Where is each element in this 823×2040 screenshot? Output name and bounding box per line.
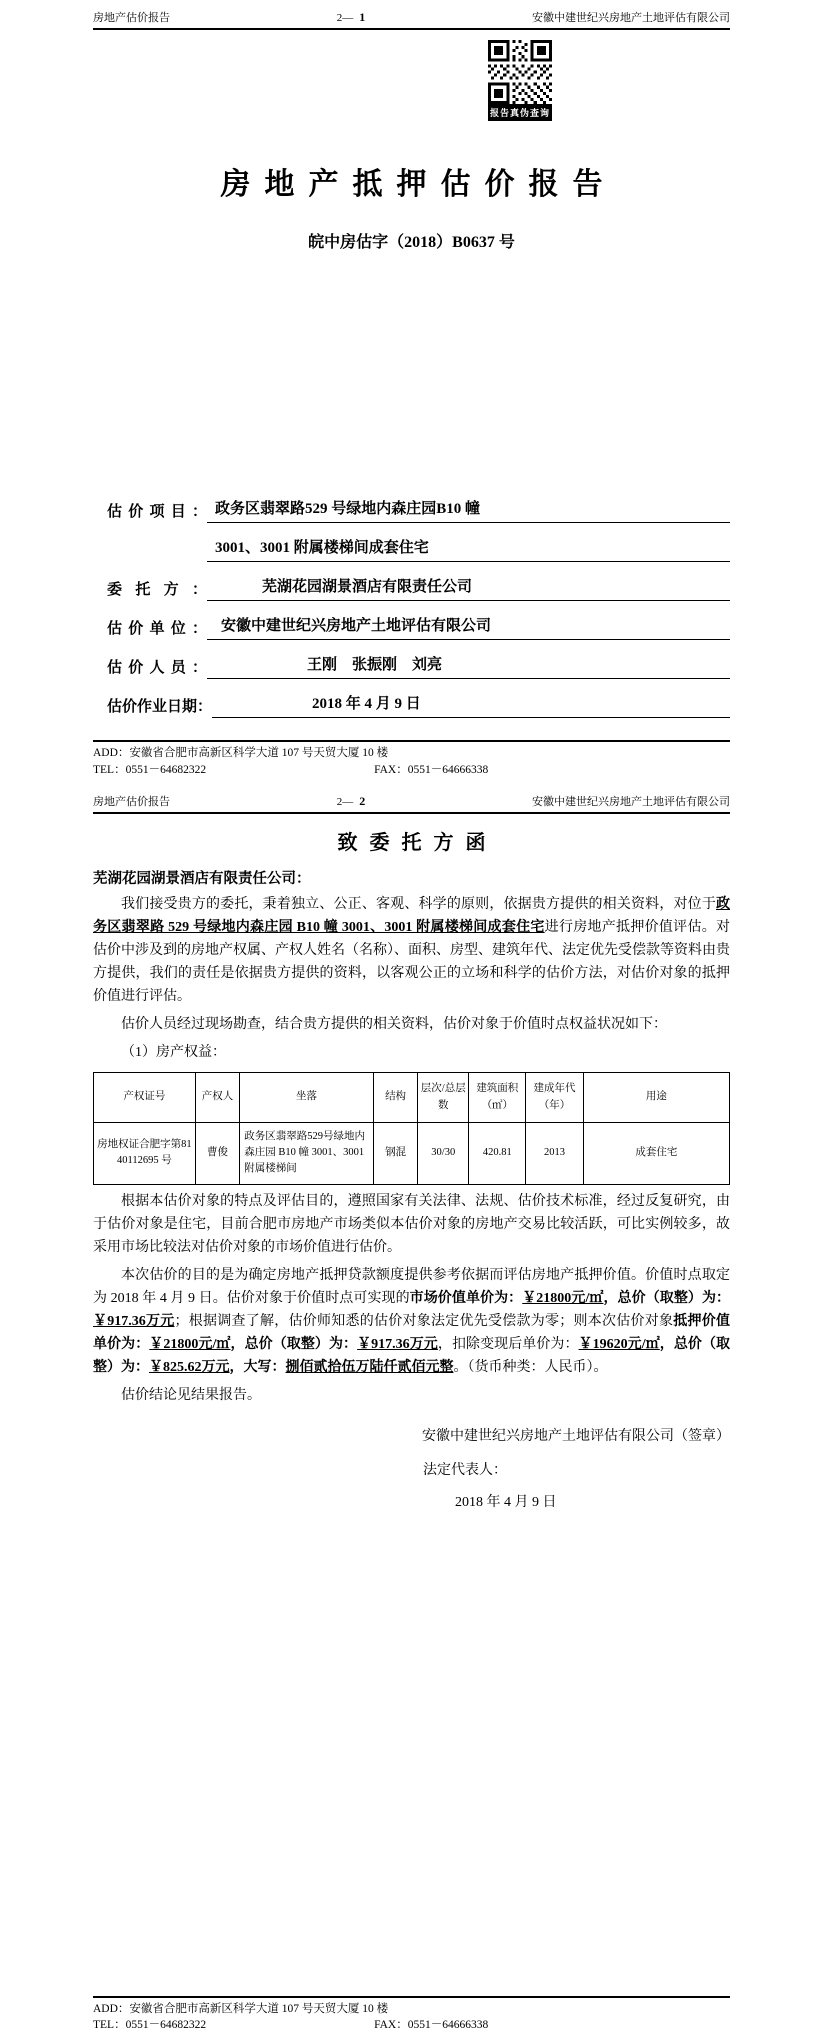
para4-seg-0: 本次估价的目的是为确定房地产抵押贷款额度提供参考依据而评估房地产抵押价值。价值时点取定为 2018 年 4 月 9 日。估价对象于价值时点可实现的 bbox=[93, 1267, 730, 1306]
col-usage: 用途 bbox=[583, 1073, 729, 1123]
para1-seg-2: 进行房地产抵押价值评估。对估价中涉及到的房地产权属、产权人姓名（名称）、面积、房型、建筑年代、法定优先受偿款等资料由贵方提供，我们的责任是依据贵方提供的资料，以客观公正的立场和科学的估价方法，对估价对象的抵押价值进行评估。 bbox=[93, 920, 731, 1005]
cell-area: 420.81 bbox=[469, 1122, 526, 1184]
property-rights-table bbox=[93, 1072, 730, 1184]
col-structure: 结构 bbox=[373, 1073, 418, 1123]
field-date-value: 2018 年 4 月 9 日 bbox=[212, 693, 730, 718]
para4-seg-14: ，大写： bbox=[229, 1359, 286, 1375]
footer-fax: FAX：0551－64666338 bbox=[374, 2019, 489, 2032]
qr-code-icon bbox=[488, 40, 552, 104]
page-header bbox=[93, 784, 730, 814]
col-area: 建筑面积（㎡） bbox=[469, 1073, 526, 1123]
field-appraisers-label: 估价人员： bbox=[107, 660, 207, 676]
header-page-no: 1 bbox=[359, 10, 366, 24]
header-page-number bbox=[337, 10, 366, 25]
table-row bbox=[94, 1122, 730, 1184]
para4-seg-10: ，扣除变现后单价为： bbox=[437, 1336, 579, 1352]
field-project-line2 bbox=[107, 537, 730, 562]
field-client-label: 委托方： bbox=[107, 582, 207, 598]
header-page-prefix: 2— bbox=[336, 12, 354, 24]
cell-cert-no: 房地权证合肥字第8140112695 号 bbox=[94, 1122, 196, 1184]
field-appraisers-value: 王刚 张振刚 刘亮 bbox=[207, 654, 730, 679]
letter-paragraph-4 bbox=[93, 1264, 730, 1379]
col-floors: 层次/总层数 bbox=[418, 1073, 469, 1123]
spacer bbox=[93, 252, 730, 498]
col-cert-no: 产权证号 bbox=[94, 1073, 196, 1123]
signature-legal-representative: 法定代表人： bbox=[423, 1462, 507, 1478]
para4-seg-2: ￥21800元/㎡ bbox=[522, 1290, 604, 1306]
cell-usage: 成套住宅 bbox=[583, 1122, 729, 1184]
para1-seg-1: 政务区翡翠路 529 号绿地内森庄园 B10 幢 3001、3001 附属楼梯间成套住宅 bbox=[93, 897, 730, 936]
para4-seg-9: ￥917.36万元 bbox=[357, 1336, 438, 1352]
qr-caption: 报告真伪查询 bbox=[488, 104, 552, 121]
signature-date: 2018 年 4 月 9 日 bbox=[455, 1494, 557, 1510]
field-project-label: 估价项目： bbox=[107, 504, 207, 520]
para4-seg-3: ，总价（取整）为： bbox=[603, 1290, 731, 1306]
para4-seg-12: ，总价（取整）为： bbox=[93, 1336, 731, 1375]
table-header-row bbox=[94, 1073, 730, 1123]
cell-floors: 30/30 bbox=[418, 1122, 469, 1184]
para4-seg-4: ￥917.36万元 bbox=[93, 1313, 175, 1329]
cell-structure: 钢混 bbox=[373, 1122, 418, 1184]
report-cover-page bbox=[0, 0, 823, 784]
letter-paragraph-2: 估价人员经过现场勘查，结合贵方提供的相关资料，估价对象于价值时点权益状况如下： bbox=[121, 1017, 667, 1033]
field-appraisers bbox=[107, 654, 730, 679]
field-date bbox=[107, 693, 730, 718]
para4-seg-6: 抵押价值单价为： bbox=[93, 1313, 730, 1352]
header-doc-title: 房地产估价报告 bbox=[93, 796, 170, 809]
para4-seg-5: ；根据调查了解，估价师知悉的估价对象法定优先受偿款为零；则本次估价对象 bbox=[174, 1313, 674, 1329]
rights-heading: （1）房产权益： bbox=[121, 1045, 226, 1061]
page-footer bbox=[93, 1996, 730, 2040]
letter-paragraph-5: 估价结论见结果报告。 bbox=[121, 1387, 261, 1403]
para4-seg-16: 。（货币种类：人民币）。 bbox=[453, 1359, 608, 1375]
letter-paragraph-1 bbox=[93, 893, 730, 1008]
report-verification-block bbox=[488, 40, 552, 121]
header-doc-title: 房地产估价报告 bbox=[93, 12, 170, 24]
header-page-number bbox=[337, 794, 366, 809]
col-location: 坐落 bbox=[240, 1073, 374, 1123]
footer-address: ADD：安徽省合肥市高新区科学大道 107 号天贸大厦 10 楼 bbox=[93, 747, 389, 759]
document-number: 皖中房估字（2018）B0637 号 bbox=[308, 234, 515, 251]
para1-seg-0: 我们接受贵方的委托，秉着独立、公正、客观、科学的原则，依据贵方提供的相关资料，对位于 bbox=[121, 897, 716, 913]
footer-contacts bbox=[93, 2017, 730, 2034]
cell-year-built: 2013 bbox=[526, 1122, 583, 1184]
letter-paragraph-3: 根据本估价对象的特点及评估目的，遵照国家有关法律、法规、估价技术标准，经过反复研究，由于估价对象是住宅，目前合肥市房地产市场类似本估价对象的房地产交易比较活跃，可比实例较多，故采用市场比较法对估价对象的市场价值进行估价。 bbox=[93, 1193, 730, 1255]
field-client bbox=[107, 576, 730, 601]
field-project-value-line2: 3001、3001 附属楼梯间成套住宅 bbox=[207, 537, 730, 562]
header-page-no: 2 bbox=[359, 794, 366, 809]
letter-title: 致委托方函 bbox=[337, 832, 498, 855]
cell-owner: 曹俊 bbox=[195, 1122, 240, 1184]
footer-tel: TEL：0551－64682322 bbox=[93, 2019, 207, 2032]
page-footer bbox=[93, 740, 730, 784]
field-project bbox=[107, 498, 730, 523]
para4-seg-8: ，总价（取整）为： bbox=[230, 1336, 358, 1352]
header-company: 安徽中建世纪兴房地产土地评估有限公司 bbox=[532, 12, 730, 24]
page-header bbox=[93, 0, 730, 30]
header-company: 安徽中建世纪兴房地产土地评估有限公司 bbox=[532, 796, 730, 809]
field-project-value-line1: 政务区翡翠路529 号绿地内森庄园B10 幢 bbox=[207, 498, 730, 523]
col-year-built: 建成年代（年） bbox=[526, 1073, 583, 1123]
para4-seg-7: ￥21800元/㎡ bbox=[149, 1336, 231, 1352]
letter-page bbox=[0, 784, 823, 2040]
cell-location: 政务区翡翠路529号绿地内森庄园 B10 幢 3001、3001附属楼梯间 bbox=[240, 1122, 374, 1184]
field-date-label: 估价作业日期： bbox=[107, 699, 213, 715]
para4-seg-13: ￥825.62万元 bbox=[149, 1359, 230, 1375]
letter-salutation: 芜湖花园湖景酒店有限责任公司： bbox=[93, 871, 311, 888]
field-agency bbox=[107, 615, 730, 640]
cover-form bbox=[93, 498, 730, 718]
col-owner: 产权人 bbox=[195, 1073, 240, 1123]
header-page-prefix: 2— bbox=[336, 796, 354, 809]
footer-address: ADD：安徽省合肥市高新区科学大道 107 号天贸大厦 10 楼 bbox=[93, 2002, 389, 2015]
field-client-value: 芜湖花园湖景酒店有限责任公司 bbox=[207, 576, 730, 601]
para4-seg-1: 市场价值单价为： bbox=[409, 1290, 523, 1306]
field-agency-label: 估价单位： bbox=[107, 621, 207, 637]
footer-fax: FAX：0551－64666338 bbox=[374, 763, 489, 776]
para4-seg-15: 捌佰贰拾伍万陆仟贰佰元整 bbox=[285, 1359, 454, 1375]
signature-company: 安徽中建世纪兴房地产土地评估有限公司（签章） bbox=[422, 1428, 730, 1444]
footer-contacts bbox=[93, 762, 730, 779]
field-agency-value: 安徽中建世纪兴房地产土地评估有限公司 bbox=[207, 615, 730, 640]
footer-tel: TEL：0551－64682322 bbox=[93, 763, 207, 776]
para4-seg-11: ￥19620元/㎡ bbox=[578, 1336, 660, 1352]
report-title: 房地产抵押估价报告 bbox=[220, 168, 617, 201]
